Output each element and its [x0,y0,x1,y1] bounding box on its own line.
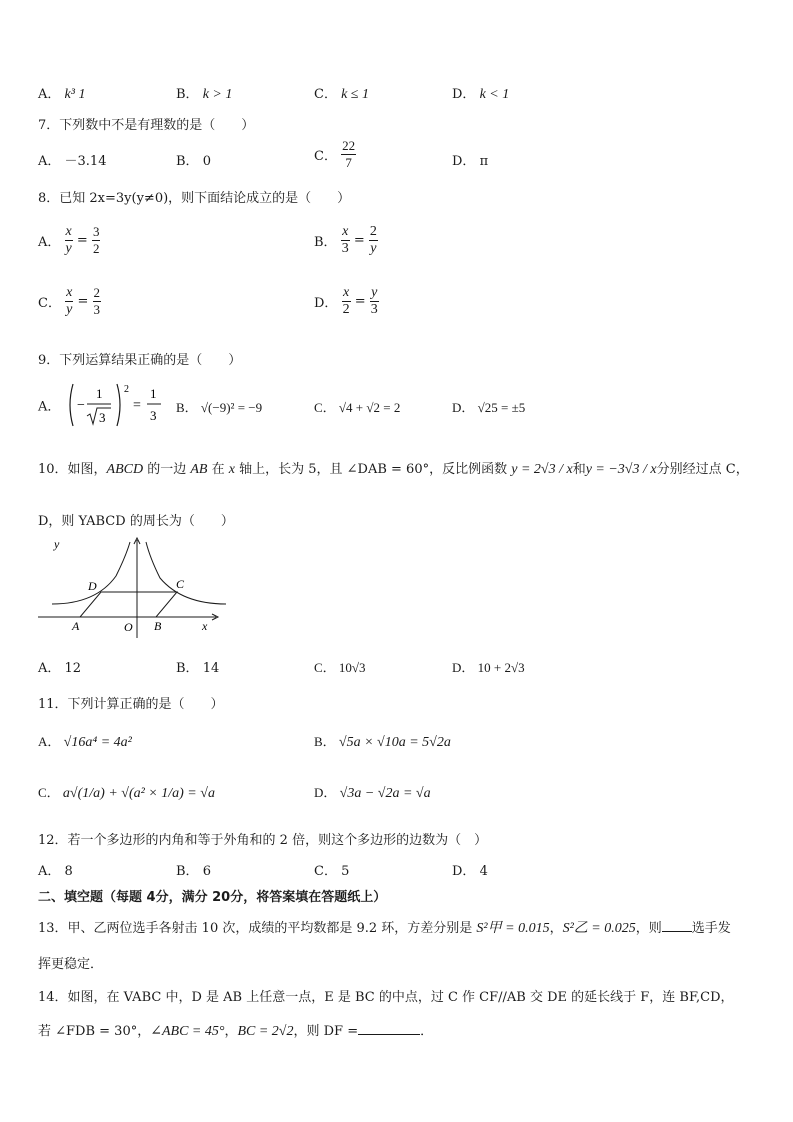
option-letter: D． [452,154,476,169]
denominator: y [66,302,73,317]
q12-option-c [314,860,349,879]
stem-text: 轴上，长为 5，且 ∠DAB = 60°，反比例函数 [234,462,512,477]
option-text: k³ 1 [64,87,86,102]
q9-option-a [38,380,177,430]
fraction [92,224,101,257]
q12-option-a [38,860,73,879]
option-text: 5 [341,864,350,879]
q12-option-d [452,860,488,879]
q6-option-b [176,83,232,103]
option-letter: C． [314,149,337,164]
q9-option-c [314,397,400,416]
denominator: 3 [370,302,378,317]
option-letter: C． [38,785,60,800]
q10-option-a [38,657,81,676]
option-text: √4 + √2 = 2 [338,400,401,415]
function-1: y = 2√3 / x [511,462,573,477]
q6-option-c [314,83,369,103]
option-letter: A． [38,399,61,415]
q11-option-a [38,731,132,751]
denominator: y [65,241,72,256]
q6-option-a [38,83,85,103]
numerator: x [342,224,349,239]
stem-text: 和 [572,462,586,477]
separator: ， [224,1024,238,1039]
option-text: 14 [202,661,220,676]
fraction [369,224,378,257]
stem-text: 若 ∠FDB = 30°， [38,1024,151,1039]
numerator: x [66,285,73,300]
option-letter: B． [176,154,199,169]
q7-option-b [176,150,211,169]
math-x: x [228,462,235,477]
fraction [65,285,73,318]
option-text: 0 [202,154,211,169]
option-letter: B． [176,400,198,415]
option-letter: A． [38,661,61,676]
q11-option-b [314,731,451,751]
denominator: 3 [93,302,100,317]
option-letter: C． [314,660,336,675]
answer-blank[interactable] [358,1034,420,1035]
option-letter: A． [38,235,61,250]
option-letter: D． [314,785,337,800]
numerator: 22 [342,138,356,153]
q10-option-b [176,657,219,676]
option-text: 6 [202,864,211,879]
function-2: y = −3√3 / x [585,462,657,477]
q12-option-b [176,860,211,879]
stem-text: 13．甲、乙两位选手各射击 10 次，成绩的平均数都是 9.2 环，方差分别是 [38,921,477,936]
period: ． [420,1024,434,1039]
q8-option-d [314,285,379,318]
left-paren [70,384,73,426]
option-letter: B． [176,864,199,879]
option-letter: D． [452,400,475,415]
denominator: y [370,241,377,256]
q10-stem-line2: D，则 YABCD 的周长为（ ） [38,514,234,529]
separator: ， [549,921,563,936]
option-letter: D． [314,296,338,311]
hyperbola-right [146,542,226,604]
numerator: 2 [369,224,377,239]
fraction [65,224,73,257]
denominator: 2 [92,241,100,256]
option-text: 10 + 2√3 [477,660,525,675]
q7-option-c [314,138,356,171]
denominator: 3 [341,241,349,256]
variance-yi: S²乙 = 0.025 [562,921,636,936]
option-letter: B． [314,235,337,250]
option-text: √(−9)² = −9 [200,400,263,415]
stem-text: 分别经过点 C， [656,462,749,477]
radicand-three: 3 [98,410,106,425]
length-bc: BC = 2√2 [237,1024,294,1039]
equals-sign: = [354,294,366,309]
angle-abc: ∠ABC = 45° [150,1024,225,1039]
q10-option-c [314,657,366,676]
label-c: C [176,577,185,591]
q11-stem: 11．下列计算正确的是（ ） [38,697,224,712]
fraction [341,138,356,171]
option-text: a√(1/a) + √(a² × 1/a) = √a [62,786,215,801]
section-heading: 二、填空题（每题 4分，满分 20分，将答案填在答题纸上） [38,890,387,905]
option-letter: B． [176,87,199,102]
option-letter: A． [38,154,61,169]
option-text: k ≤ 1 [341,87,369,102]
label-b: B [154,619,162,633]
label-a: A [72,619,80,633]
numerator: x [342,285,350,300]
q13-line1 [38,917,731,937]
option-letter: D． [452,660,475,675]
option-letter: A． [38,864,61,879]
q11-option-d [314,782,431,802]
option-text: π [479,154,489,169]
q11-option-c [38,782,215,802]
option-letter: D． [452,87,476,102]
q8-option-a [38,224,100,257]
option-text: 12 [64,661,82,676]
equals-sign: = [353,233,365,248]
stem-text: 的一边 [143,462,191,477]
equals-sign: = [132,398,141,413]
option-text: 10√3 [338,660,366,675]
option-letter: B． [314,734,336,749]
option-letter: C． [314,87,337,102]
option-letter: D． [452,864,476,879]
answer-blank[interactable] [662,931,692,932]
option-text: －3.14 [64,154,107,169]
option-text: √25 = ±5 [477,400,526,415]
option-letter: C． [314,400,336,415]
option-letter: C． [38,296,61,311]
variance-jia: S²甲 = 0.015 [476,921,550,936]
option-letter: A． [38,87,61,102]
q13-line2: 挥更稳定． [38,957,104,972]
option-letter: B． [176,661,199,676]
q7-option-d [452,150,488,169]
math-abcd: ABCD [106,462,144,477]
option-text: 4 [479,864,488,879]
stem-text: 选手发 [691,921,731,936]
q7-stem: 7．下列数中不是有理数的是（ ） [38,118,255,133]
stem-text: ，则 DF = [293,1024,359,1039]
option-letter: A． [38,734,61,749]
label-d: D [88,579,97,593]
q10-figure [36,536,228,640]
math-ab: AB [190,462,208,477]
q14-line1: 14．如图，在 VABC 中，D 是 AB 上任意一点，E 是 BC 的中点，过 C 作 CF//AB 交 DE 的延长线于 F，连 BF,CD， [38,990,734,1005]
stem-text: 10．如图， [38,462,107,477]
numerator: 2 [93,285,100,300]
option-letter: C． [314,864,337,879]
numerator: x [65,224,72,239]
denominator: 2 [342,302,350,317]
q14-line2 [38,1020,433,1040]
option-text: √3a − √2a = √a [339,786,431,801]
right-paren [117,384,120,426]
q6-option-d [452,83,509,103]
option-text: k > 1 [202,87,233,102]
option-text: 8 [64,864,73,879]
result-denominator: 3 [149,408,157,423]
q9-stem: 9．下列运算结果正确的是（ ） [38,353,242,368]
fraction [341,224,350,257]
q9-option-d [452,397,525,416]
stem-text: ，则 [635,921,662,936]
option-text: √5a × √10a = 5√2a [338,735,451,750]
q8-stem: 8．已知 2x=3y(y≠0)，则下面结论成立的是（ ） [38,191,351,206]
exponent-two: 2 [123,384,129,395]
denominator: 7 [345,155,352,170]
q12-stem: 12．若一个多边形的内角和等于外角和的 2 倍，则这个多边形的边数为（ ） [38,833,488,848]
minus-sign: − [76,398,85,413]
q8-option-c [38,285,101,318]
fraction [342,285,351,318]
numerator: y [371,285,378,300]
numerator: 3 [92,224,100,239]
hyperbola-left [52,542,130,604]
label-o: O [124,620,133,634]
fraction [93,285,102,318]
q10-stem-line1 [38,458,749,478]
q9-option-b [176,397,262,416]
equals-sign: = [77,294,89,309]
option-text: √16a⁴ = 4a² [63,735,132,750]
q7-option-a [38,150,106,169]
q9-a-expression [65,380,177,430]
fraction [370,285,379,318]
label-x: x [202,619,208,633]
result-numerator: 1 [149,386,157,401]
parallelogram-abcd [80,592,177,617]
numerator-one: 1 [95,386,103,401]
equals-sign: = [76,233,88,248]
stem-text: 在 [207,462,229,477]
q8-option-b [314,224,378,257]
label-y: y [54,537,60,551]
q10-option-d [452,657,525,676]
option-text: k < 1 [479,87,510,102]
